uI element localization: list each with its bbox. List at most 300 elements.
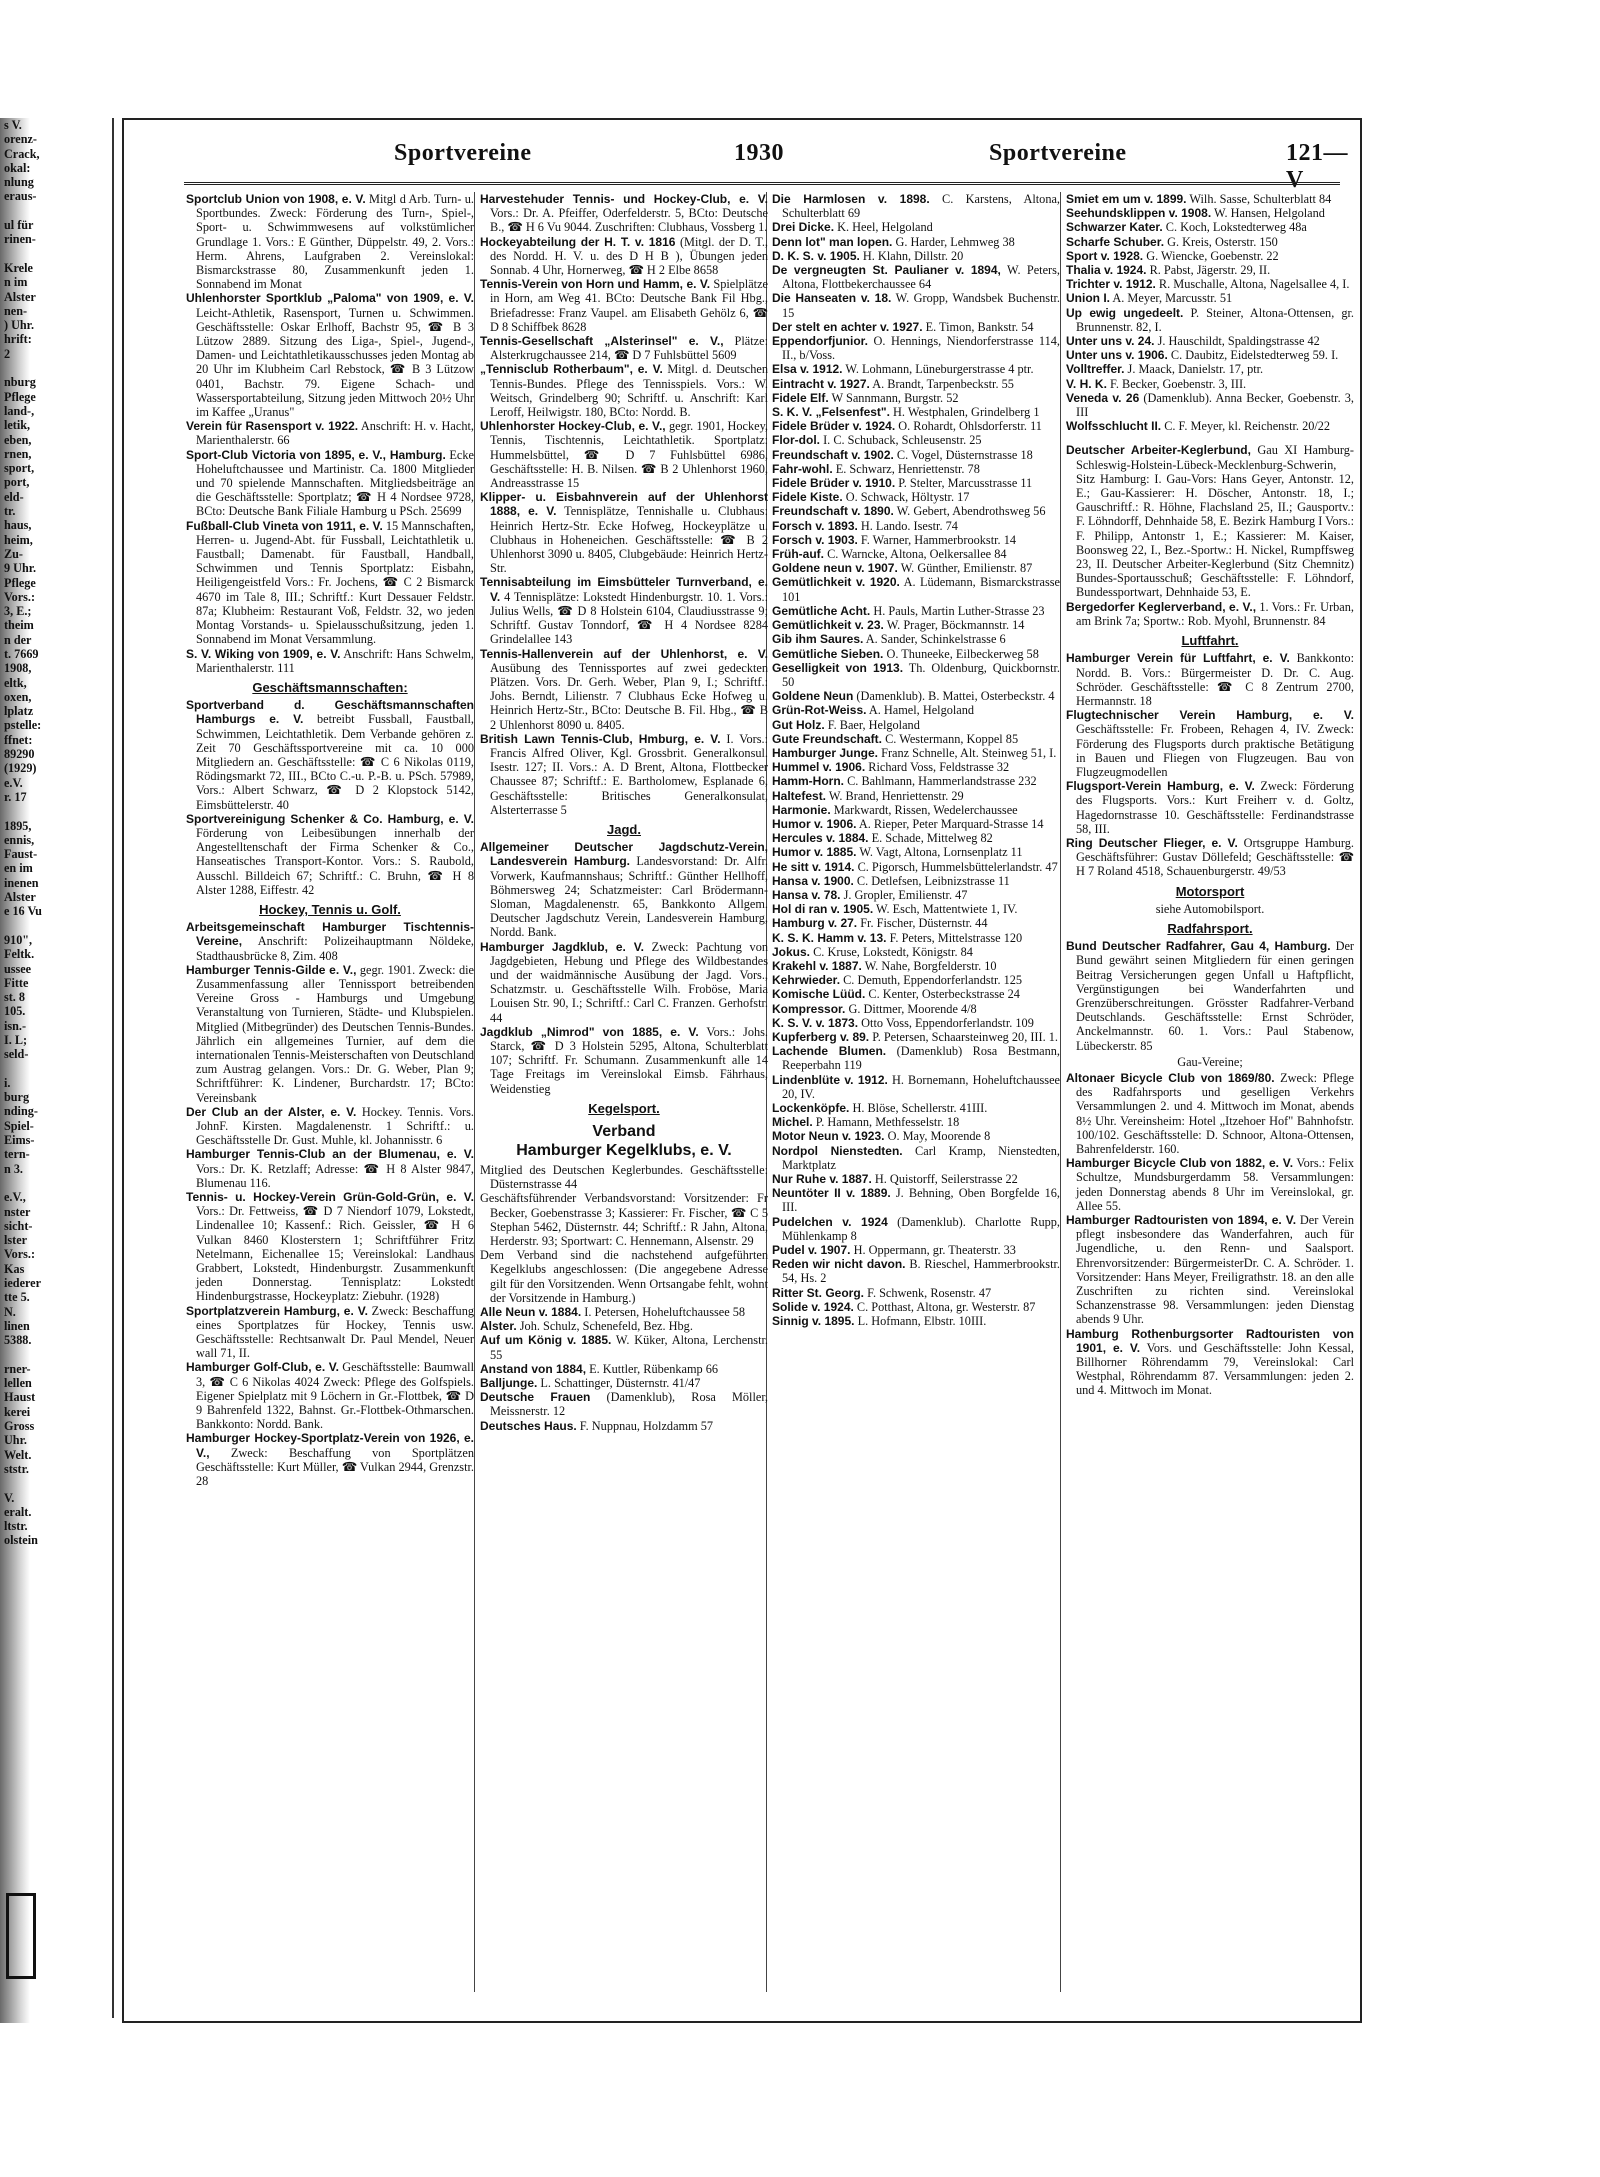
club-entry — [772, 973, 1060, 987]
club-entry — [1066, 1327, 1354, 1398]
club-details: (Damenklub). Anna Becker, Goebenstr. 3, III — [1076, 390, 1355, 420]
club-details: L. Schattinger, Düsternstr. 41/47 — [540, 1376, 701, 1391]
club-entry — [772, 291, 1060, 319]
fragment-line: nlung — [4, 175, 34, 190]
fragment-line: e.V., — [4, 1190, 26, 1205]
club-entry — [772, 1243, 1060, 1257]
club-name: Komische Lüüd. — [772, 987, 866, 1002]
club-details: H. Quistorff, Seilerstrasse 22 — [874, 1172, 1018, 1187]
club-entry — [772, 959, 1060, 973]
sub-heading: siehe Automobilsport. — [1155, 901, 1265, 916]
club-name: Gemütlichkeit v. 23. — [772, 618, 884, 633]
club-entry — [1066, 263, 1354, 277]
club-name: Goldene Neun — [772, 689, 854, 704]
club-name: Union I. — [1066, 291, 1110, 306]
fragment-line: i. — [4, 1075, 11, 1090]
club-details: W. Brand, Henriettenstr. 29 — [828, 788, 964, 803]
fragment-line: eralt. — [4, 1504, 32, 1519]
club-details: I. Vors.: Francis Alfred Oliver, Kgl. Grossbrit. Generalkonsul. Isestr. 127; II. Vors.: A. D Brent, Altona, Flottbecker Chaussee 87; Schriftf.: E. Bartholomew, Esplanade 6, Geschäftsstelle: Britisches Generalkonsulat, Alsterterrasse 5 — [490, 731, 769, 817]
club-name: Früh-auf. — [772, 547, 824, 562]
section-heading: Motorsport — [1175, 883, 1245, 899]
club-details: Der Verein pflegt insbesondere das Wanderfahren, auch für Jugendliche, u. den Renn- und Saalsport. Ehrenvorsitzender: BürgermeisterDr. C. A. Schröder. 1. Vorsitzender: Hans Meyer, Freiligrathstr. 18. an den alle Zuschriften zu richten sind. Vereinslokal Schanzenstrasse 98. Versammlungen: jeden Dienstag abends 9 Uhr. — [1076, 1213, 1355, 1327]
club-entry — [772, 902, 1060, 916]
club-name: Humor v. 1906. — [772, 816, 857, 831]
club-entry — [772, 931, 1060, 945]
club-details: Ausübung des Tennissportes auf zwei gedeckten Plätzen. Vors. Dr. Gerh. Weber, Plan 9, I.; Schriftf.: Johs. Berndt, Lilienstr. 7 Clubhaus Ecke Hofweg u. Heinrich Hertz-Str., BCto: Deutsche B. Fil. Hbg., ☎ B 2 Uhlenhorst 8090 u. 8405. — [490, 660, 768, 732]
club-name: D. K. S. v. 1905. — [772, 248, 860, 263]
club-name: Reden wir nicht davon. — [772, 1257, 906, 1272]
fragment-line: 89290 — [4, 747, 35, 762]
fragment-line: Haust — [4, 1390, 36, 1405]
club-name: Alle Neun v. 1884. — [480, 1305, 582, 1320]
fragment-line: eltk, — [4, 675, 27, 690]
club-details: Vors.: Johs. Starck, ☎ D 3 Holstein 5295, Altona, Schulterblatt 107; Schriftf. Fr. Schumann. Zusammenkunft alle 14 Tage Freitags im Vereinslokal Eimsb. Fährhaus, Weidenstieg — [490, 1024, 768, 1096]
club-details: C. Karstens, Altona, Schulterblatt 69 — [782, 192, 1060, 221]
club-entry — [1066, 443, 1354, 599]
fragment-line: lplatz — [4, 704, 34, 719]
club-details: I. C. Schuback, Schleusenstr. 25 — [823, 433, 982, 448]
club-name: Hol di ran v. 1905. — [772, 902, 874, 917]
club-entry — [1066, 220, 1354, 234]
club-name: Altonaer Bicycle Club von 1869/80. — [1066, 1070, 1275, 1085]
fragment-line: ennis, — [4, 832, 35, 847]
club-entry — [480, 277, 768, 334]
club-entry — [772, 476, 1060, 490]
club-name: Sinnig v. 1895. — [772, 1314, 855, 1329]
club-details: W. Küker, Altona, Lerchenstr. 55 — [490, 1333, 768, 1362]
club-details: Geschäftsstelle: Fr. Frobeen, Rehagen 4, IV. Zweck: Förderung des Flugsports durch praktische Betätigung in Bauen und Fliegen von Flugzeugen. Bau von Flugzeugmodellen — [1076, 722, 1354, 779]
club-details: W. Peters, Altona, Flottbekerchaussee 64 — [782, 263, 1060, 292]
club-details: Vors.: Dr. K. Retzlaff; Adresse: ☎ H 8 Alster 9847, Blumenau 116. — [196, 1161, 474, 1190]
section-heading: Geschäftsmannschaften: — [252, 679, 408, 695]
club-entry — [1066, 836, 1354, 879]
club-entry — [772, 192, 1060, 220]
club-entry — [772, 490, 1060, 504]
club-name: Hummel v. 1906. — [772, 760, 866, 775]
fragment-line: pstelle: — [4, 718, 42, 733]
club-details: C. Bahlmann, Hammerlandstrasse 232 — [847, 774, 1037, 789]
club-name: Freundschaft v. 1890. — [772, 504, 894, 519]
club-details: gegr. 1901, Hockey, Tennis, Tischtennis, Leichtathletik. Sportplatz: Hummelsbüttel, ☎ D 7 Fuhlsbüttel 6986, Geschäftsstelle: H. B. Nilsen. ☎ B 2 Uhlenhorst 1960, Andreasstrasse 15 — [490, 419, 768, 491]
club-name: Bergedorfer Keglerverband, e. V., — [1066, 599, 1257, 614]
fragment-line: Spiel- — [4, 1118, 34, 1133]
fragment-line: en im — [4, 861, 33, 876]
club-entry — [772, 1172, 1060, 1186]
club-entry — [1066, 419, 1354, 433]
club-name: Deutsches Haus. — [480, 1418, 577, 1433]
header-rule — [184, 182, 1340, 185]
club-details: P. Steiner, Altona-Ottensen, gr. Brunnenstr. 82, I. — [1076, 305, 1355, 334]
club-entry — [772, 433, 1060, 447]
club-entry — [772, 263, 1060, 291]
club-details: Zweck: Pachtung von Jagdgebieten, Hebung und Pflege des Wildbestandes und der waidmännische Ausübung der Jagd. Vors., Schatzmstr. u. Geschäftsstelle Wilh. Froböse, Maria Louisen Str. 90, I.; Schriftf.: Carl C. Franzen. Gerhofstr. 44 — [490, 939, 769, 1025]
club-name: Eppendorfjunior. — [772, 334, 868, 349]
page-corner-box — [6, 1893, 36, 1979]
club-entry — [1066, 1213, 1354, 1327]
club-name: Wolfsschlucht II. — [1066, 419, 1162, 434]
fragment-line: Alster — [4, 890, 36, 905]
club-name: Unter uns v. 24. — [1066, 334, 1155, 349]
fragment-line: 9 Uhr. — [4, 561, 37, 576]
club-details: O. May, Moorende 8 — [887, 1129, 991, 1144]
club-name: Krakehl v. 1887. — [772, 958, 862, 973]
club-name: Kompressor. — [772, 1001, 846, 1016]
fragment-line: Feltk. — [4, 947, 35, 962]
club-name: Hamburger Jagdklub, e. V. — [480, 939, 644, 954]
club-name: Hamburger Tennis-Gilde e. V., — [186, 962, 357, 977]
club-name: Humor v. 1885. — [772, 845, 857, 860]
club-details: Vors. und Geschäftsstelle: John Kessal, Billhorner Röhrendamm 79, Vereinslokal: Carl Westphal, Röhrendamm 87. Versammlungen: jeden 2. und 4. Mittwoch im Monat. — [1076, 1340, 1354, 1398]
club-details: 4 Tennisplätze: Lokstedt Hindenburgstr. 10. 1. Vors.: Julius Wells, ☎ D 8 Holstein 6104, Claudiusstrasse 9; Schriftf. Gustav Tonndorf, ☎ H 4 Nordsee 8284 Grindelallee 143 — [490, 589, 768, 647]
club-details: Mitgl d Arb. Turn- u. Sportbundes. Zweck: Förderung des Turn-, Spiel-, Sport- u. Schwimmwesens auf volkstümlicher Grundlage 1. Vors.: E Günther, Düppelstr. 49, 2. Vors.: Herm. Ahrens, Laufgraben 2. Vereinslokal: Bismarckstrasse 80, Zusammenkunft jeden 1. Sonnabend im Monat — [196, 192, 474, 292]
club-entry — [1066, 277, 1354, 291]
club-entry — [480, 575, 768, 646]
club-entry — [772, 1044, 1060, 1072]
club-entry — [772, 689, 1060, 703]
fragment-line: land-, — [4, 403, 35, 418]
club-name: Sportplatzverein Hamburg, e. V. — [186, 1303, 368, 1318]
spacer — [1066, 433, 1354, 443]
fragment-line: n 3. — [4, 1161, 23, 1176]
fragment-line — [0, 204, 112, 218]
club-details: C. Westermann, Koppel 85 — [885, 731, 1019, 746]
club-name: Hansa v. 78. — [772, 887, 841, 902]
fragment-line: sport, — [4, 461, 35, 476]
fragment-line: 910", — [4, 932, 33, 947]
club-entry — [186, 519, 474, 647]
club-entry — [772, 405, 1060, 419]
club-entry — [772, 547, 1060, 561]
club-details: Gau XI Hamburg-Schleswig-Holstein-Lübeck-Mecklenburg-Schwerin, Sitz Hamburg: I. Gau-Vors: Hans Geyer, Antonstr. 12, E.; Gau-Kassierer: H. Döscher, Antonstr. 18, I.; Gauschriftf.: R. Höhne, Flachsland 25, II.; Gausportv.: F. Löhndorff, Dehnhaide 58, E. Bezirk Hamburg I Vors.: F. Philipp, Antonstr 1, E.; Kassierer: M. Kaiser, Boonsweg 22, I., Bez.-Sportw.: H. Nickel, Rumpffsweg 23, II. Deutscher Arbeiter-Keglerbund (Sitz Chemnitz) Bundes-Sportausschuß; Geschäftsstelle: F. Löhndorf, Bundessportwart, Dehnhaide 53, E. — [1076, 443, 1354, 600]
club-entry — [480, 1333, 768, 1361]
club-details: C. Demuth, Eppendorferlandstr. 125 — [843, 973, 1023, 988]
fragment-line: Fitte — [4, 975, 29, 990]
club-entry — [772, 1016, 1060, 1030]
club-details: W. Prager, Böckmannstr. 14 — [886, 618, 1025, 633]
club-name: Lindenblüte v. 1912. — [772, 1072, 888, 1087]
club-details: Carl Kramp, Nienstedten, Marktplatz — [782, 1143, 1060, 1172]
club-details: betreibt Fussball, Faustball, Schwimmen, Leichtathletik. Dem Verbande gehören z. Zeit 70 Geschäftssportvereine mit ca. 10 000 Mitgliedern an. Geschäftsstelle: ☎ C 6 Nikolas 0119, Rödingsmarkt 72, III., BCto C.-u. P.-B. u. PSch. 57989, Vors.: Albert Schwarz, ☎ D 2 Klopstock 5142, Eimsbüttelerstr. 40 — [196, 712, 474, 812]
club-name: Flugtechnischer Verein Hamburg, e. V. — [1066, 708, 1354, 723]
club-details: Ecke Hoheluftchaussee und Martinistr. Ca. 1800 Mitglieder und 70 spielende Mannschaften. Mitgliedsbeiträge an die Geschäftsstelle: Sportplatz; ☎ H 4 Nordsee 9728, BCto: Deutsche Bank Filiale Hamburg u PSch. 25699 — [196, 447, 474, 519]
club-entry — [480, 235, 768, 278]
fragment-line: Vors.: — [4, 1247, 36, 1262]
club-name: Der Club an der Alster, e. V. — [186, 1104, 357, 1119]
fragment-line: ussee — [4, 961, 32, 976]
club-name: Fahr-wohl. — [772, 461, 833, 476]
page-number: 121—V — [1286, 140, 1348, 193]
club-entry — [772, 220, 1060, 234]
fragment-line: okal: — [4, 160, 31, 175]
club-entry — [772, 362, 1060, 376]
club-name: Tennis-Hallenverein auf der Uhlenhorst, e. V. — [480, 646, 768, 661]
directory-page — [122, 118, 1362, 2023]
club-details: 15 Mannschaften, Herren- u. Jugend-Abt. für Fussball, Leichtathletik u. Faustball; Damenabt. für Faustball, Handball, Schwimmen und Tennis Sportplatz: Eisbahn, Heiligengeistfeld Vors.: Fr. Jochens, ☎ C 2 Bismarck 4670 im Tale 8, III.; Schriftf.: Kurt Dessauer Feldstr. 87a; Klubheim: Restaurant Voß, Feldstr. 32, wo jeden Montag Vorstands- u. Spielausschußsitzung, jeden 1. Sonnabend im Monat Versammlung. — [196, 518, 475, 647]
fragment-line: st. 8 — [4, 990, 25, 1005]
club-details: Wilh. Sasse, Schulterblatt 84 — [1189, 192, 1332, 206]
column-divider — [474, 192, 475, 1992]
club-entry — [772, 703, 1060, 717]
club-name: Der stelt en achter v. 1927. — [772, 319, 923, 334]
club-entry — [772, 1215, 1060, 1243]
club-name: Die Hanseaten v. 18. — [772, 291, 892, 306]
fragment-line: Pflege — [4, 389, 36, 404]
section-heading: Jagd. — [607, 821, 641, 837]
club-details: E. Schade, Mittelweg 82 — [871, 831, 993, 846]
column-1 — [186, 192, 474, 1488]
club-name: Volltreffer. — [1066, 362, 1125, 377]
club-details: Dem Verband sind die nachstehend aufgeführten Kegelklubs angeschlossen: (Die angegebene Adresse gilt für den Vorsitzenden. Wenn Ortsangabe fehlt, wohnt der Vorsitzende in Hamburg.) — [480, 1248, 768, 1305]
club-details: A. Brandt, Tarpenbeckstr. 55 — [872, 376, 1014, 391]
club-entry — [480, 647, 768, 732]
club-details: C. Koch, Lokstedterweg 48a — [1165, 220, 1307, 235]
club-entry — [772, 831, 1060, 845]
club-name: Nur Ruhe v. 1887. — [772, 1172, 872, 1187]
club-details: C. Potthast, Altona, gr. Westerstr. 87 — [856, 1299, 1036, 1314]
club-entry — [480, 1163, 768, 1191]
previous-page-fragment — [0, 118, 114, 2018]
club-name: Klipper- u. Eisbahnverein auf der Uhlenhorst 1888, e. V. — [480, 490, 768, 519]
club-details: Th. Oldenburg, Quickbornstr. 50 — [782, 660, 1060, 689]
club-entry — [772, 604, 1060, 618]
club-details: G. Dittmer, Moorende 4/8 — [848, 1001, 977, 1016]
club-details: H. Westphalen, Grindelberg 1 — [893, 405, 1040, 420]
column-4 — [1066, 192, 1354, 1398]
club-name: Gib ihm Saures. — [772, 632, 864, 647]
club-details: (Mitgl. der D. T., des Nordd. H. V. u. des D H B ), Übungen jeden Sonnab. 4 Uhr, Hornerweg, ☎ H 2 Elbe 8658 — [490, 234, 769, 278]
club-entry — [772, 1101, 1060, 1115]
column-divider — [1060, 192, 1061, 1992]
fragment-line: isn.- — [4, 1018, 27, 1033]
fragment-line: Zu- — [4, 546, 23, 561]
club-details: W. Vagt, Altona, Lornsenplatz 11 — [859, 845, 1023, 860]
club-name: Fußball-Club Vineta von 1911, e. V. — [186, 518, 383, 533]
fragment-line — [0, 247, 112, 261]
club-details: I. Petersen, Hoheluftchaussee 58 — [584, 1305, 746, 1320]
club-details: C. F. Meyer, kl. Reichenstr. 20/22 — [1164, 419, 1331, 434]
club-details: K. Heel, Helgoland — [837, 220, 933, 235]
club-name: Ring Deutscher Flieger, e. V. — [1066, 835, 1238, 850]
fragment-line: Faust- — [4, 847, 38, 862]
club-details: C. Daubitz, Eidelstedterweg 59. I. — [1170, 348, 1339, 363]
club-entry — [186, 1190, 474, 1304]
fragment-line: rnen, — [4, 446, 32, 461]
club-details: Anschrift: Hans Schwelm, Marienthalerstr. 111 — [196, 646, 474, 675]
club-name: Fidele Brüder v. 1924. — [772, 419, 896, 434]
club-details: W. Esch, Mattentwiete 1, IV. — [876, 902, 1018, 917]
club-entry — [772, 377, 1060, 391]
club-name: Gemütliche Acht. — [772, 603, 871, 618]
club-details: W. Nahe, Borgfelderstr. 10 — [864, 958, 997, 973]
fragment-line: 1908, — [4, 661, 32, 676]
club-name: Hercules v. 1884. — [772, 831, 869, 846]
club-entry — [772, 561, 1060, 575]
club-name: Flor-dol. — [772, 433, 820, 448]
sub-heading: Gau-Vereine; — [1177, 1054, 1243, 1069]
club-details: Zweck: Beschaffung eines Sportplatzes für Hockey, Tennis usw. Geschäftsstelle: Rechtsanwalt Dr. Paul Mendel, Neuer wall 71, II. — [196, 1303, 475, 1361]
club-entry — [186, 192, 474, 291]
club-entry — [480, 1025, 768, 1096]
club-name: Scharfe Schuber. — [1066, 234, 1165, 249]
club-entry — [1066, 362, 1354, 376]
club-name: Fidele Elf. — [772, 390, 829, 405]
section-heading: Kegelsport. — [588, 1100, 660, 1116]
section-heading: Luftfahrt. — [1181, 633, 1239, 649]
club-name: Hansa v. 1900. — [772, 873, 854, 888]
club-details: Franz Schnelle, Alt. Steinweg 51, I. — [881, 745, 1057, 760]
club-entry — [772, 860, 1060, 874]
club-name: Freundschaft v. 1902. — [772, 447, 894, 462]
club-details: Zweck: Pflege des Radfahrsports und geselligen Verkehrs Versammlungen 2. und 4. Mittwoch im Monat, abends 8½ Uhr. Vereinsheim: Hotel „Itzehoer Hof" Bahnhofstr. 100/102. Geschäftsstelle: D. Schnoor, Altona-Ottensen, Bahrenfelderstr. 160. — [1076, 1070, 1354, 1156]
fragment-line: I. L; — [4, 1033, 28, 1047]
club-details: E. Timon, Bankstr. 54 — [925, 319, 1034, 334]
fragment-line: Pflege — [4, 575, 36, 590]
club-details: F. Nuppnau, Holzdamm 57 — [579, 1418, 714, 1433]
club-details: H. Bornemann, Hoheluftchaussee 20, IV. — [782, 1072, 1061, 1101]
club-details: W. Günther, Emilienstr. 87 — [900, 561, 1033, 576]
club-details: A. Rieper, Peter Marquard-Strasse 14 — [858, 816, 1044, 831]
club-details: W. Hansen, Helgoland — [1214, 206, 1325, 221]
club-details: Joh. Schulz, Schenefeld, Bez. Hbg. — [519, 1319, 693, 1334]
club-name: Smiet em um v. 1899. — [1066, 192, 1187, 206]
fragment-line: oxen, — [4, 689, 32, 704]
header-year: 1930 — [734, 140, 784, 166]
club-entry — [480, 1362, 768, 1376]
fragment-line: theim — [4, 618, 34, 633]
club-name: Anstand von 1884, — [480, 1361, 587, 1376]
club-details: O. Thuneeke, Eilbeckerweg 58 — [886, 646, 1039, 661]
fragment-line: hrift: — [4, 332, 32, 347]
fragment-line: ffnet: — [4, 732, 33, 747]
club-name: Solide v. 1924. — [772, 1299, 854, 1314]
club-entry — [772, 235, 1060, 249]
club-name: Gute Freundschaft. — [772, 731, 883, 746]
club-details: F. Schwenk, Rosenstr. 47 — [867, 1285, 992, 1300]
club-entry — [1066, 206, 1354, 220]
club-name: Gut Holz. — [772, 717, 825, 732]
club-name: K. S. V. v. 1873. — [772, 1015, 859, 1030]
club-name: Fidele Kiste. — [772, 490, 843, 505]
club-entry — [480, 1419, 768, 1433]
club-details: H. Pauls, Martin Luther-Strasse 23 — [873, 603, 1045, 618]
club-name: Tennisabteilung im Eimsbütteler Turnverband, e. V. — [480, 575, 768, 604]
fragment-line: rner- — [4, 1361, 31, 1376]
club-entry — [772, 391, 1060, 405]
club-entry — [186, 963, 474, 1105]
club-details: P. Hamann, Methfesselstr. 18 — [815, 1115, 960, 1130]
club-entry — [480, 419, 768, 490]
club-details: H. Lando. Isestr. 74 — [860, 518, 958, 533]
federation-heading: Verband Hamburger Kegelklubs, e. V. — [516, 1123, 732, 1159]
club-entry — [772, 1002, 1060, 1016]
club-details: G. Wiencke, Goebenstr. 22 — [1146, 248, 1279, 263]
club-details: Zweck: Förderung des Flugsports. Vors.: Kurt Freiherr v. d. Goltz, Hagedornstrasse 10. Geschäftsstelle: Ferdinandstrasse 58, III. — [1076, 779, 1355, 836]
club-name: „Tennisclub Rotherbaum", e. V. — [480, 362, 663, 377]
club-name: Sportvereinigung Schenker & Co. Hamburg, e. V. — [186, 811, 474, 826]
club-name: Hamburger Hockey-Sportplatz-Verein von 1926, e. V., — [186, 1431, 474, 1460]
fragment-line: tte 5. — [4, 1290, 30, 1305]
club-entry — [772, 320, 1060, 334]
club-name: Harvestehuder Tennis- und Hockey-Club, e. V. — [480, 192, 768, 206]
club-name: Hamburger Tennis-Club an der Blumenau, e. V. — [186, 1147, 474, 1162]
club-details: O. Hennings, Niendorferstrasse 114, II., b/Voss. — [782, 334, 1060, 363]
club-details: L. Hofmann, Elbstr. 10III. — [857, 1314, 987, 1329]
club-name: Neuntöter II v. 1889. — [772, 1186, 891, 1201]
fragment-line: port, — [4, 475, 30, 490]
club-name: Jagdklub „Nimrod" von 1885, e. V. — [480, 1024, 699, 1039]
club-entry — [772, 1115, 1060, 1129]
club-entry — [772, 718, 1060, 732]
club-details: H. Klahn, Dillstr. 20 — [862, 248, 964, 263]
fragment-line: (1929) — [4, 761, 37, 776]
club-details: W Sannmann, Burgstr. 52 — [831, 390, 959, 405]
club-entry — [186, 448, 474, 519]
fragment-line: s V. — [4, 118, 22, 132]
club-name: Schwarzer Kater. — [1066, 220, 1163, 235]
club-entry — [772, 448, 1060, 462]
club-name: S. K. V. „Felsenfest". — [772, 405, 890, 420]
club-name: Lockenköpfe. — [772, 1101, 850, 1115]
header-left-title: Sportvereine — [394, 140, 532, 166]
club-entry — [1066, 192, 1354, 206]
club-details: J. Hauschildt, Spaldingstrasse 42 — [1157, 334, 1320, 349]
club-entry — [772, 504, 1060, 518]
fragment-line: lellen — [4, 1376, 32, 1391]
club-name: Deutscher Arbeiter-Keglerbund, — [1066, 443, 1251, 458]
club-details: P. Stelter, Marcusstrasse 11 — [898, 476, 1033, 491]
fragment-line: Eims- — [4, 1133, 35, 1148]
fragment-line: eld- — [4, 489, 24, 504]
fragment-line: haus, — [4, 518, 32, 533]
fragment-line: e 16 Vu — [4, 904, 42, 919]
fragment-line: lster — [4, 1233, 28, 1248]
club-name: Allgemeiner Deutscher Jagdschutz-Verein, Landesverein Hamburg. — [480, 840, 768, 869]
club-details: E. Kuttler, Rübenkamp 66 — [589, 1361, 719, 1376]
club-details: J. Maack, Danielstr. 17, ptr. — [1127, 362, 1264, 377]
club-entry — [480, 1376, 768, 1390]
fragment-line: Vors.: — [4, 589, 36, 604]
club-details: H. Oppermann, gr. Theaterstr. 33 — [853, 1243, 1016, 1258]
club-entry — [1066, 600, 1354, 628]
column-3 — [772, 192, 1060, 1328]
club-details: (Damenklub), Rosa Möller, Meissnerstr. 12 — [490, 1390, 768, 1419]
club-details: Fr. Fischer, Düsternstr. 44 — [860, 916, 988, 931]
club-entry — [772, 661, 1060, 689]
fragment-line: rinen- — [4, 232, 36, 247]
club-entry — [772, 874, 1060, 888]
club-entry — [772, 803, 1060, 817]
club-entry — [1066, 391, 1354, 419]
club-entry — [772, 419, 1060, 433]
club-name: Hamburger Golf-Club, e. V. — [186, 1360, 339, 1375]
fragment-line — [0, 1176, 112, 1190]
club-details: Spielplätze in Horn, am Weg 41. BCto: Deutsche Bank Fil Hbg., Briefadresse: Franz Vaupel. am Elisabeth Gehölz 6, ☎ D 8 Schiffbek 8628 — [490, 277, 768, 334]
club-name: Sport-Club Victoria von 1895, e. V., Hamburg. — [186, 447, 446, 462]
club-entry — [480, 940, 768, 1025]
club-entry — [1066, 779, 1354, 836]
club-name: Pudelchen v. 1924 — [772, 1214, 888, 1229]
fragment-line: 2 — [4, 346, 11, 361]
club-name: V. H. K. — [1066, 376, 1107, 391]
club-entry — [772, 1186, 1060, 1214]
club-entry — [186, 1304, 474, 1361]
club-details: F. Peters, Mittelstrasse 120 — [889, 930, 1023, 945]
club-name: Goldene neun v. 1907. — [772, 561, 898, 576]
club-entry — [1066, 1156, 1354, 1213]
fragment-line — [0, 919, 112, 933]
club-details: W. Gebert, Abendrothsweg 56 — [896, 504, 1046, 519]
fragment-line: orenz- — [4, 132, 37, 147]
